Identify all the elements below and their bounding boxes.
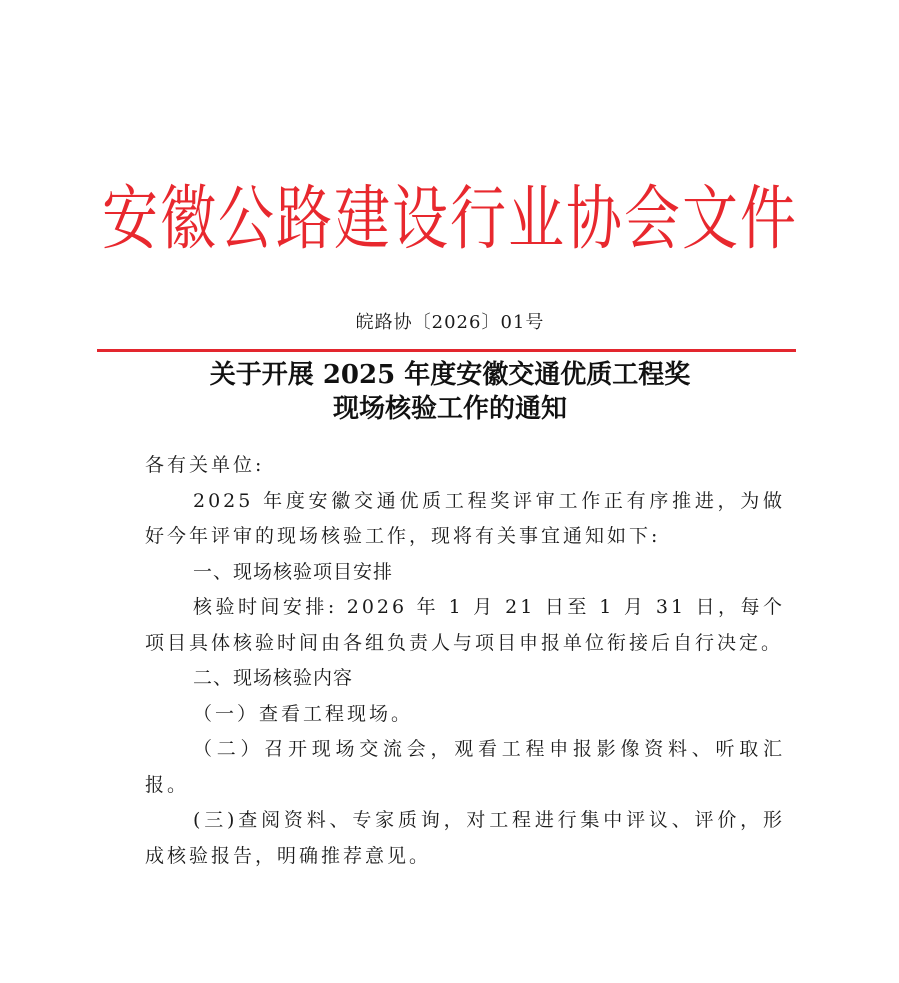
section-2-item-1: （一）查看工程现场。 xyxy=(193,702,414,725)
notice-title-line-2: 现场核验工作的通知 xyxy=(332,394,567,424)
section-heading-1: 一、现场核验项目安排 xyxy=(193,560,394,583)
document-number: 皖路协〔2026〕01号 xyxy=(355,312,545,333)
masthead-title: 安徽公路建设行业协会文件 xyxy=(102,178,798,260)
salutation: 各有关单位: xyxy=(145,454,265,476)
section-2-item-2: （二）召开现场交流会，观看工程申报影像资料、听取汇报。 xyxy=(145,738,785,796)
section-heading-2: 二、现场核验内容 xyxy=(193,667,354,689)
notice-title-line-1: 关于开展 2025 年度安徽交通优质工程奖 xyxy=(209,360,691,390)
red-divider-rule xyxy=(97,349,796,352)
intro-paragraph: 2025 年度安徽交通优质工程奖评审工作正有序推进，为做好今年评审的现场核验工作，现将有关事宜通知如下: xyxy=(145,489,785,547)
section-2-item-3: (三)查阅资料、专家质询，对工程进行集中评议、评价，形成核验报告，明确推荐意见。 xyxy=(145,809,785,867)
section-1-paragraph-1: 核验时间安排: 2026 年 1 月 21 日至 1 月 31 日，每个项目具体核验时间由各组负责人与项目申报单位衔接后自行决定。 xyxy=(145,596,785,654)
notice-body xyxy=(145,448,785,874)
notice-title xyxy=(120,358,780,426)
